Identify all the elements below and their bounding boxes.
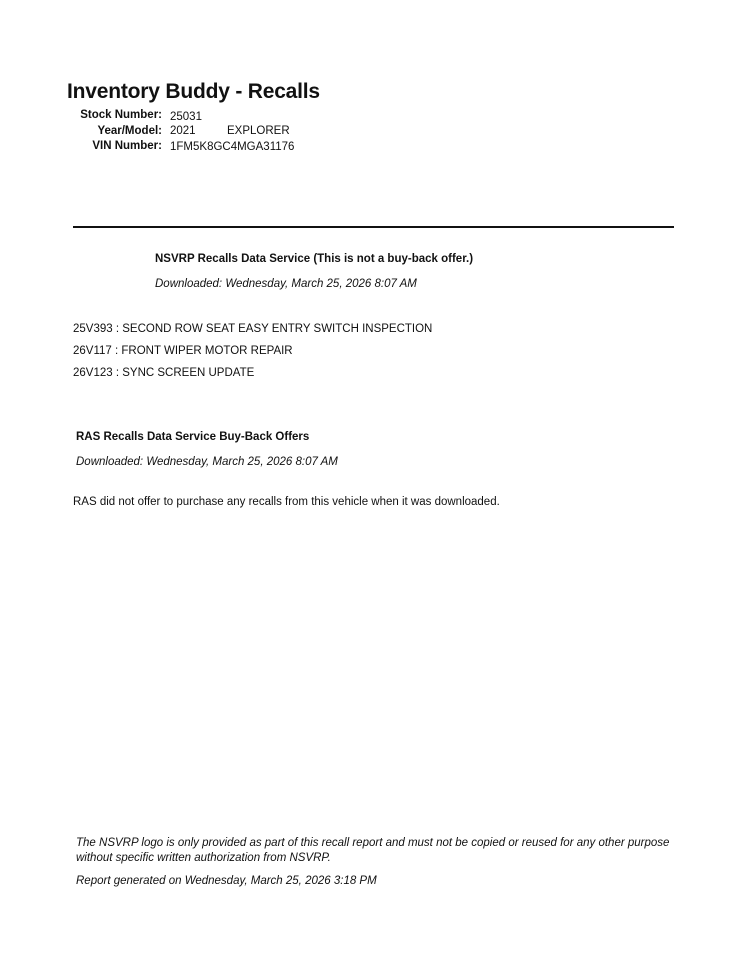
recall-item: 26V123 : SYNC SCREEN UPDATE (73, 367, 255, 379)
stock-number-label: Stock Number: (80, 109, 162, 121)
ras-section-title: RAS Recalls Data Service Buy-Back Offers (76, 431, 310, 443)
recall-item: 26V117 : FRONT WIPER MOTOR REPAIR (73, 345, 293, 357)
stock-number-value: 25031 (170, 111, 202, 123)
report-generated: Report generated on Wednesday, March 25, 2026 3:18 PM (76, 875, 377, 887)
vin-number-label: VIN Number: (92, 140, 162, 152)
footer-disclaimer: The NSVRP logo is only provided as part of this recall report and must not be copied or reused for any other purpose without specific written authorization from NSVRP. (76, 837, 670, 864)
year-model-label: Year/Model: (97, 125, 162, 137)
year-value: 2021 (170, 125, 196, 137)
ras-downloaded: Downloaded: Wednesday, March 25, 2026 8:07 AM (76, 456, 338, 468)
vin-number-value: 1FM5K8GC4MGA31176 (170, 141, 295, 153)
nsvrp-section-title: NSVRP Recalls Data Service (This is not a buy-back offer.) (155, 253, 474, 265)
section-divider (73, 226, 674, 228)
recall-item: 25V393 : SECOND ROW SEAT EASY ENTRY SWITCH INSPECTION (73, 323, 433, 335)
model-value: EXPLORER (227, 125, 290, 137)
nsvrp-downloaded: Downloaded: Wednesday, March 25, 2026 8:07 AM (155, 278, 417, 290)
ras-message: RAS did not offer to purchase any recalls from this vehicle when it was downloaded. (73, 496, 500, 508)
page-title: Inventory Buddy - Recalls (67, 80, 320, 103)
